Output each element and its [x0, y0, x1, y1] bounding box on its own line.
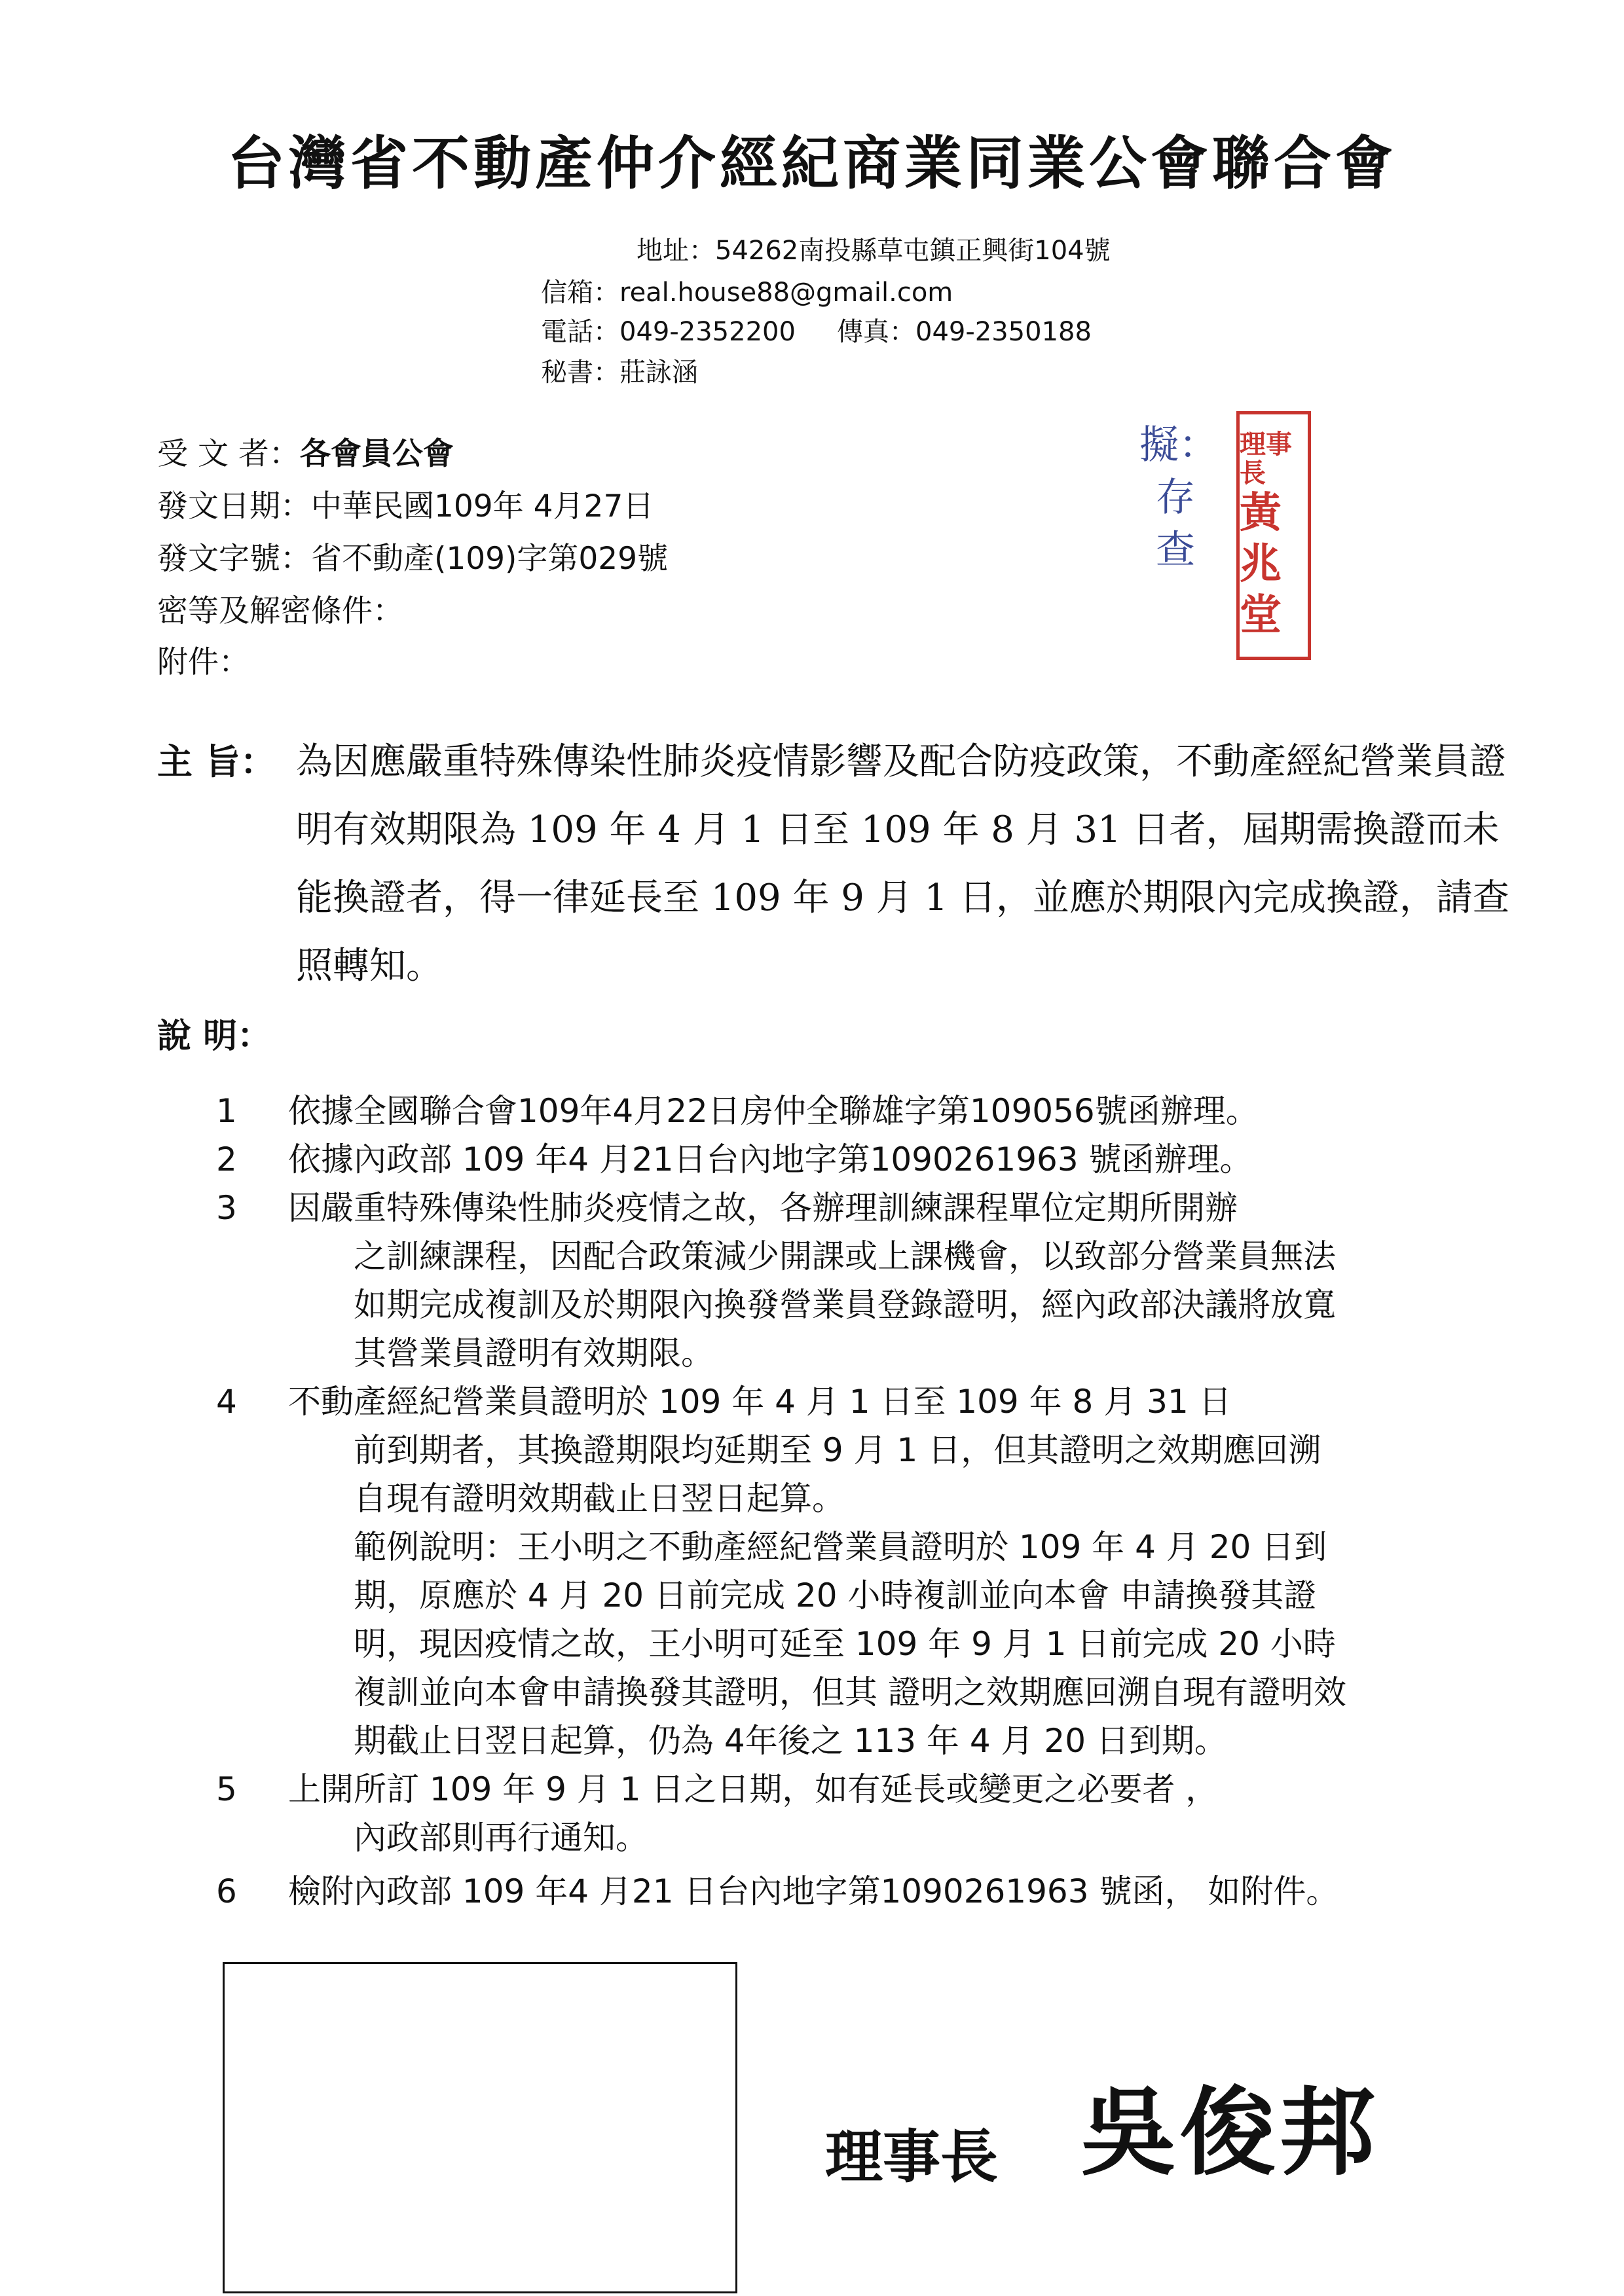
item-line: 其營業員證明有效期限。 — [354, 1334, 714, 1372]
recipient-row — [157, 428, 454, 481]
item-line: 不動產經紀營業員證明於 109 年 4 月 1 日至 109 年 8 月 31 日 — [288, 1383, 1232, 1421]
date-label: 發文日期： — [157, 488, 311, 524]
email-line: 信箱：real.house88@gmail.com — [541, 278, 953, 308]
item-line: 明，現因疫情之故，王小明可延至 109 年 9 月 1 日前完成 20 小時 — [354, 1625, 1336, 1663]
subject-text: 為因應嚴重特殊傳染性肺炎疫情影響及配合防疫政策，不動產經紀營業員證明有效期限為 109 年 4 月 1 日至 109 年 8 月 31 日者，屆期需換證而未能換證者，得一律延長至 109 年 9 月 1 日，並應於期限內完成換證，請查照轉知。 — [296, 740, 1509, 987]
item-line: 前到期者，其換證期限均延期至 9 月 1 日，但其證明之效期應回溯 — [354, 1431, 1321, 1469]
recipient-label: 受 文 者： — [157, 436, 300, 472]
item-number: 4 — [216, 1383, 237, 1421]
item-number: 6 — [216, 1872, 237, 1910]
seal-title: 理事長 — [1240, 429, 1292, 488]
recipient-value: 各會員公會 — [299, 436, 454, 472]
date-row — [157, 481, 654, 533]
item-line: 期，原應於 4 月 20 日前完成 20 小時複訓並向本會 申請換發其證 — [354, 1576, 1317, 1614]
item-line: 因嚴重特殊傳染性肺炎疫情之故，各辦理訓練課程單位定期所開辦 — [288, 1189, 1238, 1227]
explanation-item-5 — [216, 1765, 1218, 1862]
item-line: 依據全國聯合會109年4月22日房仲全聯雄字第109056號函辦理。 — [288, 1092, 1259, 1130]
item-number: 2 — [216, 1140, 237, 1178]
explanation-item-1 — [216, 1087, 1259, 1135]
signature-title: 理事長 — [825, 2123, 999, 2191]
chairman-seal — [1236, 411, 1311, 660]
attachment-row: 附件： — [157, 644, 249, 680]
item-line: 複訓並向本會申請換發其證明，但其 證明之效期應回溯自現有證明效 — [354, 1673, 1346, 1711]
secretary-line: 秘書：莊詠涵 — [541, 357, 698, 388]
explanation-item-2 — [216, 1135, 1253, 1184]
date-value: 中華民國109年 4月27日 — [311, 488, 654, 524]
document-title: 台灣省不動產仲介經紀商業同業公會聯合會 — [227, 130, 1397, 197]
address-line: 地址：54262南投縣草屯鎮正興街104號 — [637, 236, 1111, 266]
blank-seal-box — [223, 1962, 737, 2293]
item-line: 之訓練課程，因配合政策減少開課或上課機會，以致部分營業員無法 — [354, 1237, 1336, 1275]
explanation-item-3 — [216, 1184, 1336, 1377]
subject-label: 主 旨： — [157, 741, 276, 782]
seal-name: 黃兆堂 — [1240, 488, 1282, 640]
item-line: 檢附內政部 109 年4 月21 日台內地字第1090261963 號函， 如附件。 — [288, 1872, 1339, 1910]
explanation-label: 說 明： — [157, 1017, 272, 1056]
item-line: 自現有證明效期截止日翌日起算。 — [354, 1480, 845, 1518]
fax-line: 傳真：049-2350188 — [837, 317, 1092, 347]
item-number: 3 — [216, 1189, 237, 1227]
doc-number-row — [157, 533, 668, 585]
item-line: 內政部則再行通知。 — [354, 1819, 648, 1857]
approval-note-stamp: 擬：存查 — [1139, 422, 1218, 573]
signature-name: 吳俊邦 — [1080, 2077, 1379, 2189]
phone-line: 電話：049-2352200 — [541, 317, 796, 347]
doc-number-label: 發文字號： — [157, 541, 311, 577]
item-line: 期截止日翌日起算，仍為 4年後之 113 年 4 月 20 日到期。 — [354, 1722, 1227, 1760]
doc-number-value: 省不動產(109)字第029號 — [311, 541, 669, 577]
item-number: 5 — [216, 1770, 237, 1808]
item-line: 依據內政部 109 年4 月21日台內地字第1090261963 號函辦理。 — [288, 1140, 1253, 1178]
explanation-item-4 — [216, 1377, 1346, 1765]
item-line: 範例說明：王小明之不動產經紀營業員證明於 109 年 4 月 20 日到 — [354, 1528, 1327, 1566]
secrecy-row: 密等及解密條件： — [157, 593, 403, 629]
item-number: 1 — [216, 1092, 237, 1130]
explanation-item-6 — [216, 1867, 1338, 1916]
item-line: 如期完成複訓及於期限內換發營業員登錄證明，經內政部決議將放寬 — [354, 1286, 1336, 1324]
item-line: 上開所訂 109 年 9 月 1 日之日期，如有延長或變更之必要者 ， — [288, 1770, 1219, 1808]
